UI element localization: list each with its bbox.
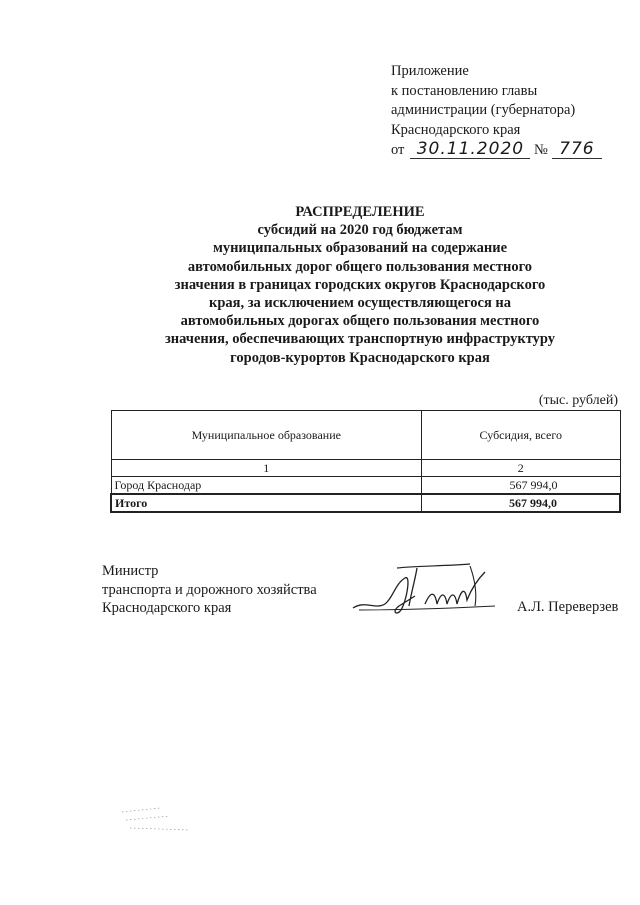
- appendix-line: Приложение: [391, 63, 469, 79]
- position-line: транспорта и дорожного хозяйства: [102, 581, 317, 598]
- title-line: автомобильных дорогах общего пользования местного: [180, 313, 540, 330]
- title-line: края, за исключением осуществляющегося на: [208, 295, 512, 312]
- date-number-line: [391, 140, 602, 161]
- signatory-name: А.Л. Переверзев: [517, 599, 619, 615]
- title-line: субсидий на 2020 год бюджетам: [257, 222, 463, 239]
- unit-label: (тыс. рублей): [538, 393, 618, 408]
- title-heading: РАСПРЕДЕЛЕНИЕ: [295, 204, 425, 220]
- header-subsidy: Субсидия, всего: [422, 411, 621, 460]
- title-line: значения, обеспечивающих транспортную инфраструктуру: [164, 331, 556, 348]
- document-date: 30.11.2020: [410, 140, 530, 159]
- document-title: [100, 203, 620, 367]
- signatory-position: [102, 562, 317, 618]
- title-line: значения в границах городских округов Краснодарского: [174, 276, 546, 293]
- subsidy-value: 567 994,0: [422, 477, 621, 495]
- title-line: муниципальных образований на содержание: [212, 240, 508, 257]
- appendix-line: к постановлению главы: [391, 82, 538, 99]
- document-number: 776: [552, 140, 602, 159]
- table-row: [111, 477, 620, 495]
- table-header-row: [111, 411, 620, 460]
- total-row: [111, 494, 620, 512]
- position-line: Министр: [102, 563, 159, 579]
- title-line: автомобильных дорог общего пользования местного: [187, 258, 533, 275]
- column-number-row: [111, 460, 620, 477]
- position-line: Краснодарского края: [102, 600, 232, 616]
- appendix-line: администрации (губернатора): [391, 102, 576, 118]
- subsidy-table: [110, 410, 621, 513]
- column-number: 2: [422, 460, 621, 477]
- header-municipality: Муниципальное образование: [111, 411, 422, 460]
- title-line: городов-курортов Краснодарского края: [230, 349, 490, 366]
- appendix-line: Краснодарского края: [391, 121, 521, 138]
- faint-scan-mark: [120, 800, 195, 840]
- number-prefix: №: [534, 142, 548, 158]
- appendix-block: [391, 62, 602, 161]
- date-prefix: от: [391, 142, 405, 158]
- total-value: 567 994,0: [422, 494, 621, 512]
- municipality-name: Город Краснодар: [111, 477, 422, 495]
- handwritten-signature: [345, 560, 510, 620]
- total-label: Итого: [111, 494, 422, 512]
- column-number: 1: [111, 460, 422, 477]
